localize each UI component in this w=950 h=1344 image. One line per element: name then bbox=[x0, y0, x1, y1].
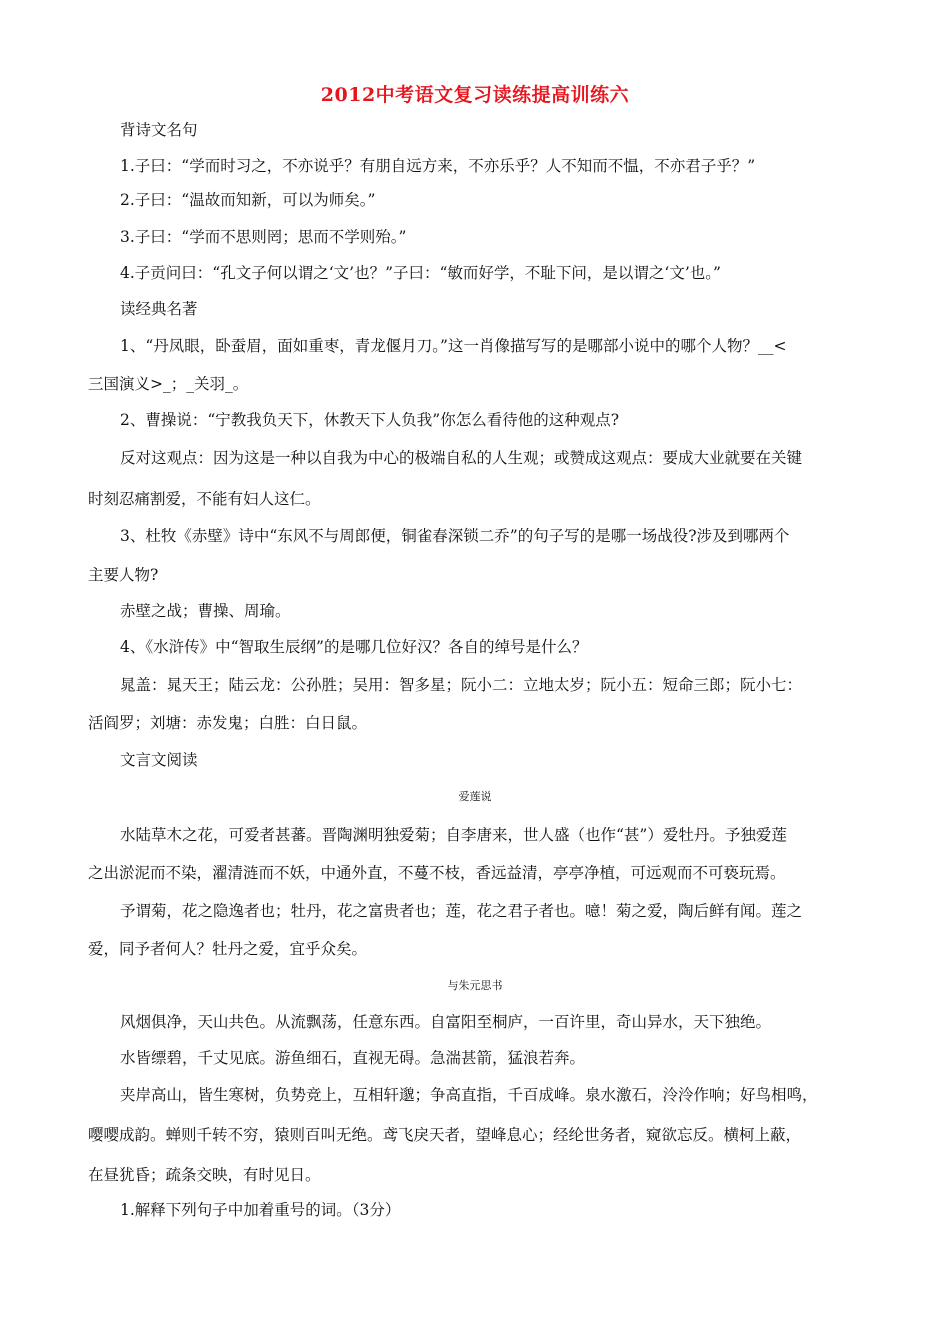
document-title: 2012中考语文复习读练提高训练六 bbox=[320, 84, 630, 106]
essay-2-title: 与朱元思书 bbox=[447, 979, 503, 992]
question-3-line-1: 3、杜牧《赤壁》诗中“东风不与周郎便，铜雀春深锁二乔”的句子写的是哪一场战役?涉及到哪两个 bbox=[120, 527, 790, 545]
essay-2-p3-line-1: 夹岸高山，皆生寒树，负势竞上，互相轩邈；争高直指，千百成峰。泉水激石，泠泠作响；好鸟相鸣， bbox=[120, 1086, 818, 1104]
essay-1-p2-line-1: 予谓菊，花之隐逸者也；牡丹，花之富贵者也；莲，花之君子者也。噫！菊之爱，陶后鲜有闻。莲之 bbox=[120, 902, 803, 920]
answer-2-line-2: 时刻忍痛割爱，不能有妇人这仁。 bbox=[88, 490, 321, 508]
essay-2-p3-line-3: 在昼犹昏；疏条交映，有时见日。 bbox=[88, 1166, 321, 1184]
essay-1-p2-line-2: 爱，同予者何人？牡丹之爱，宜乎众矣。 bbox=[88, 940, 368, 958]
essay-2-p3-line-2: 嘤嘤成韵。蝉则千转不穷，猿则百叫无绝。鸢飞戾天者，望峰息心；经纶世务者，窥欲忘反。横柯上蔽， bbox=[88, 1126, 802, 1144]
answer-2-line-1: 反对这观点：因为这是一种以自我为中心的极端自私的人生观；或赞成这观点：要成大业就要在关键 bbox=[120, 449, 803, 467]
essay-2-p2: 水皆缥碧，千丈见底。游鱼细石，直视无碍。急湍甚箭，猛浪若奔。 bbox=[120, 1049, 586, 1067]
poem-line-1: 1.子曰：“学而时习之，不亦说乎？有朋自远方来，不亦乐乎？人不知而不愠，不亦君子乎？” bbox=[120, 157, 756, 175]
essay-1-p1-line-1: 水陆草木之花，可爱者甚蕃。晋陶渊明独爱菊；自李唐来，世人盛（也作“甚”）爱牡丹。予独爱莲 bbox=[120, 826, 787, 844]
poem-line-3: 3.子曰：“学而不思则罔；思而不学则殆。” bbox=[120, 228, 407, 246]
essay-2-p1: 风烟俱净，天山共色。从流飘荡，任意东西。自富阳至桐庐，一百许里，奇山异水，天下独绝。 bbox=[120, 1013, 772, 1031]
poem-line-2: 2.子曰：“温故而知新，可以为师矣。” bbox=[120, 191, 376, 209]
answer-4-line-2: 活阎罗；刘塘：赤发鬼；白胜：白日鼠。 bbox=[88, 714, 368, 732]
answer-3: 赤壁之战；曹操、周瑜。 bbox=[120, 602, 291, 620]
question-4: 4、《水浒传》中“智取生辰纲”的是哪几位好汉？各自的绰号是什么？ bbox=[120, 638, 588, 656]
section-heading-classical-reading: 文言文阅读 bbox=[120, 751, 198, 769]
section-heading-poems: 背诗文名句 bbox=[120, 121, 198, 139]
exercise-question-1: 1.解释下列句子中加着重号的词。（3分） bbox=[120, 1201, 401, 1219]
essay-1-title: 爱莲说 bbox=[458, 790, 492, 803]
section-heading-classics: 读经典名著 bbox=[120, 300, 198, 318]
question-1-line-2: 三国演义>_；_关羽_。 bbox=[88, 375, 249, 393]
essay-1-p1-line-2: 之出淤泥而不染，濯清涟而不妖，中通外直，不蔓不枝，香远益清，亭亭净植，可远观而不可亵玩焉。 bbox=[88, 864, 786, 882]
question-3-line-2: 主要人物? bbox=[88, 566, 159, 584]
answer-4-line-1: 晁盖：晁天王；陆云龙：公孙胜；吴用：智多星；阮小二：立地太岁；阮小五：短命三郎；阮小七： bbox=[120, 676, 803, 694]
question-1-line-1: 1、“丹凤眼，卧蚕眉，面如重枣，青龙偃月刀。”这一肖像描写写的是哪部小说中的哪个人物？__< bbox=[120, 337, 787, 355]
poem-line-4: 4.子贡问曰：“孔文子何以谓之‘文’也？”子曰：“敏而好学，不耻下问，是以谓之‘文’也。” bbox=[120, 264, 721, 282]
question-2: 2、曹操说：“宁教我负天下，休教天下人负我”你怎么看待他的这种观点? bbox=[120, 411, 620, 429]
